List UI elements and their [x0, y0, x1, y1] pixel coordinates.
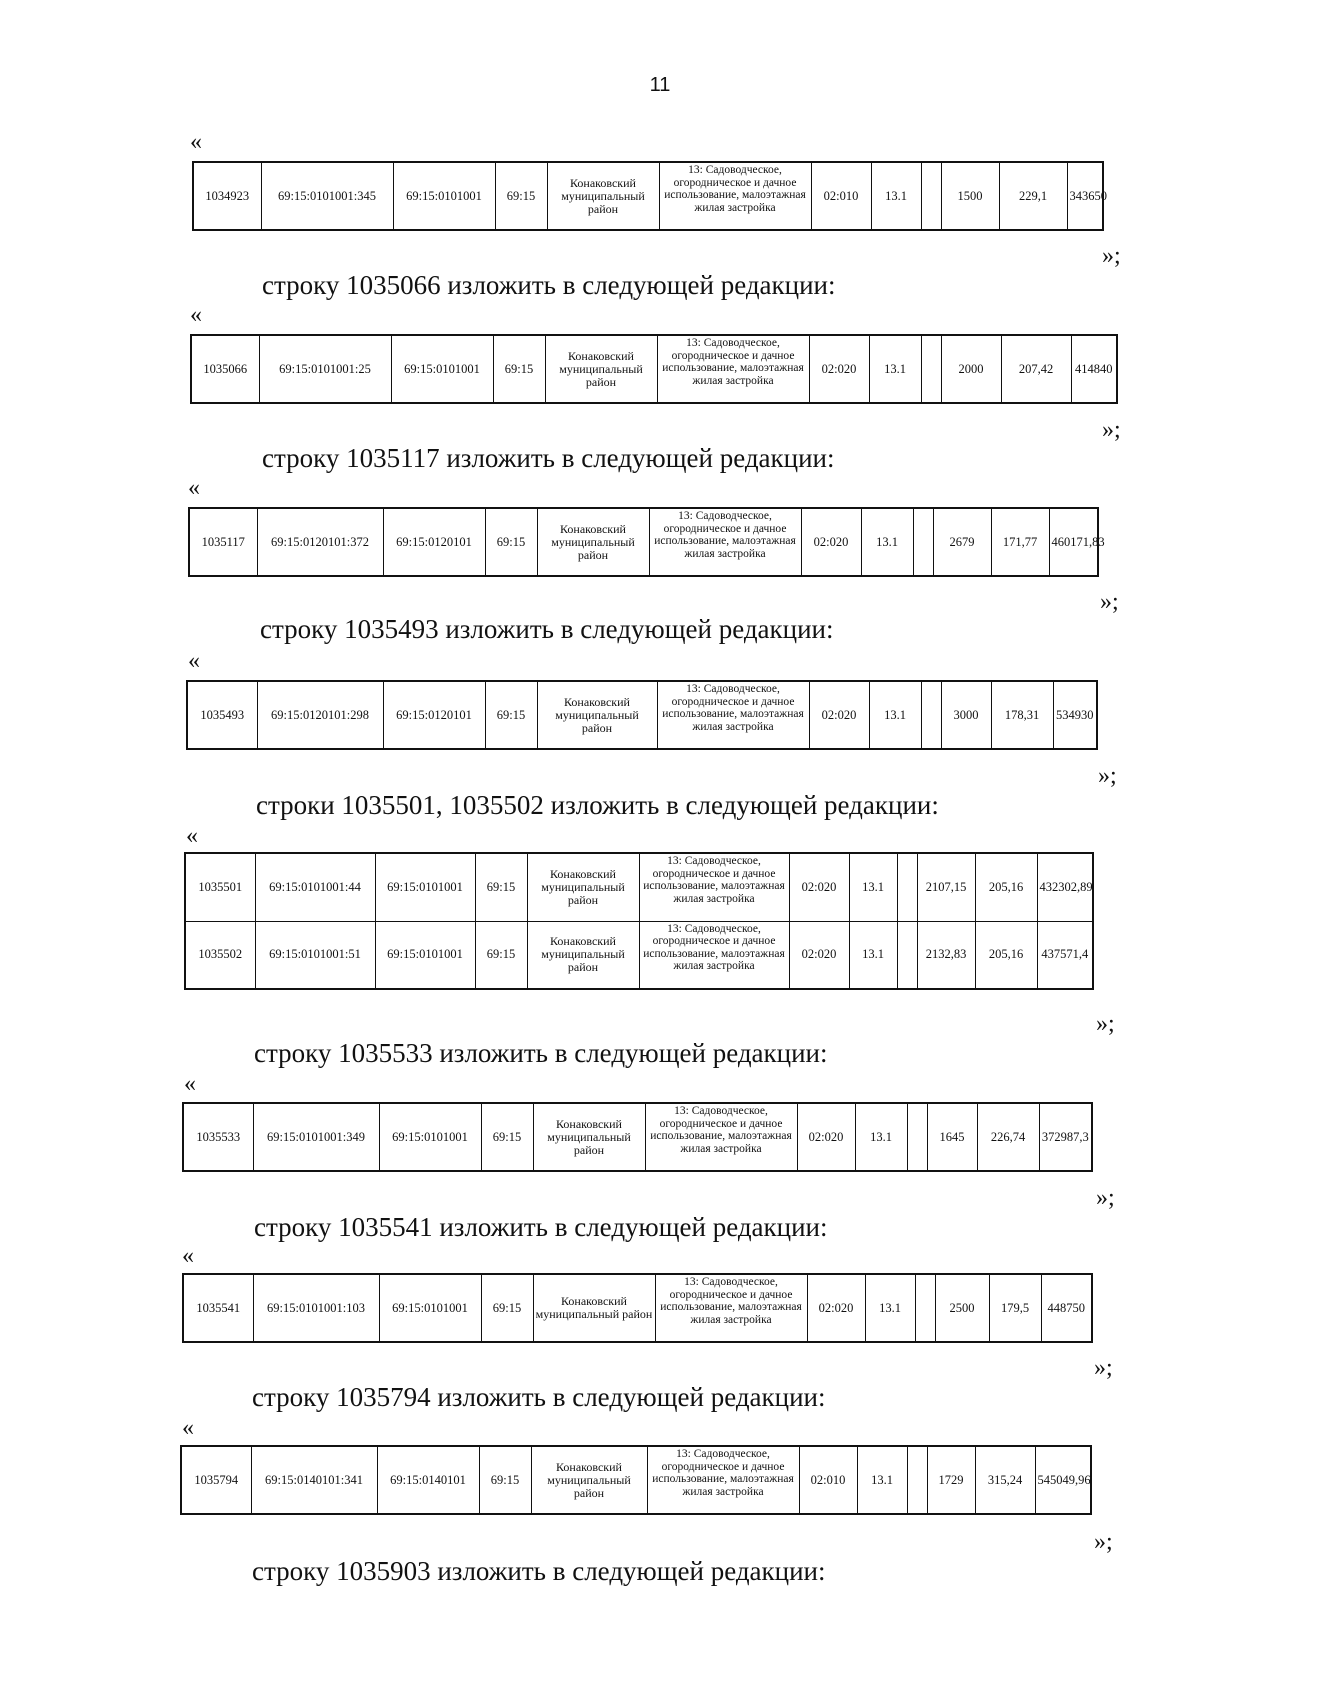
closing-quote: »;	[1100, 589, 1119, 615]
empty-cell	[915, 1274, 935, 1342]
empty-cell	[897, 853, 917, 921]
opening-quote: «	[182, 1243, 194, 1269]
opening-quote: «	[190, 302, 202, 328]
group-code-cell: 13.1	[855, 1103, 907, 1171]
cadastral-value-cell: 448750	[1041, 1274, 1092, 1342]
cadastral-value-cell: 432302,89	[1037, 853, 1093, 921]
area-cell: 2500	[935, 1274, 989, 1342]
empty-cell	[913, 508, 933, 576]
data-table	[192, 161, 1107, 231]
group-code-cell: 13.1	[849, 853, 897, 921]
district-name-cell: Конаковский муниципальный район	[533, 1274, 655, 1342]
cadastral-quarter-cell: 69:15:0120101	[383, 508, 485, 576]
specific-value-cell: 226,74	[977, 1103, 1039, 1171]
row-id-cell: 1035493	[187, 681, 257, 749]
row-id-cell: 1035794	[181, 1446, 251, 1514]
data-table	[182, 1273, 1093, 1343]
instruction-text: строку 1035493 изложить в следующей редакции:	[260, 614, 834, 644]
area-cell: 1645	[927, 1103, 977, 1171]
closing-quote: »;	[1094, 1355, 1113, 1381]
cadastral-quarter-cell: 69:15:0101001	[379, 1103, 481, 1171]
row-id-cell: 1035533	[183, 1103, 253, 1171]
data-table	[184, 852, 1094, 990]
group-code-cell: 13.1	[869, 335, 921, 403]
specific-value-cell: 205,16	[975, 853, 1037, 921]
value-code-cell: 02:020	[809, 335, 869, 403]
cadastral-value-cell: 437571,4	[1037, 921, 1093, 989]
value-code-cell: 02:010	[799, 1446, 857, 1514]
cadastral-number-cell: 69:15:0101001:345	[261, 162, 393, 230]
value-code-cell: 02:020	[809, 681, 869, 749]
row-id-cell: 1035117	[189, 508, 257, 576]
land-use-cell: 13: Садоводческое, огородническое и дачное использование, малоэтажная жилая застройка	[649, 508, 801, 576]
cadastral-value-cell: 545049,96	[1035, 1446, 1091, 1514]
land-use-cell: 13: Садоводческое, огородническое и дачное использование, малоэтажная жилая застройка	[639, 853, 789, 921]
cadastral-number-cell: 69:15:0120101:372	[257, 508, 383, 576]
cadastral-number-cell: 69:15:0101001:51	[255, 921, 375, 989]
group-code-cell: 13.1	[869, 681, 921, 749]
district-code-cell: 69:15	[495, 162, 547, 230]
area-cell: 2679	[933, 508, 991, 576]
area-cell: 2107,15	[917, 853, 975, 921]
opening-quote: «	[182, 1415, 194, 1441]
page-number: 11	[649, 74, 671, 96]
district-name-cell: Конаковский муниципальный район	[537, 508, 649, 576]
closing-quote: »;	[1096, 1011, 1115, 1037]
closing-quote: »;	[1098, 763, 1117, 789]
district-name-cell: Конаковский муниципальный район	[547, 162, 659, 230]
instruction-text: строку 1035903 изложить в следующей редакции:	[252, 1556, 826, 1586]
row-id-cell: 1035066	[191, 335, 259, 403]
district-name-cell: Конаковский муниципальный район	[531, 1446, 647, 1514]
land-use-cell: 13: Садоводческое, огородническое и дачное использование, малоэтажная жилая застройка	[647, 1446, 799, 1514]
group-code-cell: 13.1	[871, 162, 921, 230]
district-code-cell: 69:15	[475, 921, 527, 989]
cadastral-value-cell: 534930	[1053, 681, 1097, 749]
specific-value-cell: 179,5	[989, 1274, 1041, 1342]
value-code-cell: 02:020	[789, 921, 849, 989]
land-use-cell: 13: Садоводческое, огородническое и дачное использование, малоэтажная жилая застройка	[659, 162, 811, 230]
table-row	[187, 681, 1097, 749]
district-code-cell: 69:15	[481, 1103, 533, 1171]
specific-value-cell: 171,77	[991, 508, 1049, 576]
closing-quote: »;	[1094, 1529, 1113, 1555]
table-row	[185, 921, 1093, 989]
cadastral-value-cell: 460171,83	[1049, 508, 1098, 576]
district-name-cell: Конаковский муниципальный район	[537, 681, 657, 749]
table-row	[183, 1274, 1092, 1342]
district-code-cell: 69:15	[475, 853, 527, 921]
cadastral-number-cell: 69:15:0101001:25	[259, 335, 391, 403]
empty-cell	[921, 162, 941, 230]
district-name-cell: Конаковский муниципальный район	[527, 853, 639, 921]
land-use-cell: 13: Садоводческое, огородническое и дачное использование, малоэтажная жилая застройка	[645, 1103, 797, 1171]
area-cell: 2000	[941, 335, 1001, 403]
cadastral-number-cell: 69:15:0140101:341	[251, 1446, 377, 1514]
instruction-text: строку 1035794 изложить в следующей редакции:	[252, 1382, 826, 1412]
group-code-cell: 13.1	[849, 921, 897, 989]
instruction-text: строку 1035117 изложить в следующей редакции:	[262, 443, 835, 473]
value-code-cell: 02:020	[789, 853, 849, 921]
empty-cell	[907, 1446, 927, 1514]
district-code-cell: 69:15	[493, 335, 545, 403]
area-cell: 3000	[941, 681, 991, 749]
table-row	[191, 335, 1117, 403]
specific-value-cell: 207,42	[1001, 335, 1071, 403]
district-code-cell: 69:15	[485, 508, 537, 576]
land-use-cell: 13: Садоводческое, огородническое и дачное использование, малоэтажная жилая застройка	[655, 1274, 807, 1342]
cadastral-value-cell: 372987,3	[1039, 1103, 1092, 1171]
opening-quote: «	[186, 823, 198, 849]
opening-quote: «	[184, 1071, 196, 1097]
opening-quote: «	[188, 648, 200, 674]
data-table	[186, 680, 1098, 750]
cadastral-number-cell: 69:15:0101001:103	[253, 1274, 379, 1342]
district-code-cell: 69:15	[479, 1446, 531, 1514]
cadastral-number-cell: 69:15:0101001:349	[253, 1103, 379, 1171]
cadastral-quarter-cell: 69:15:0101001	[375, 853, 475, 921]
district-name-cell: Конаковский муниципальный район	[533, 1103, 645, 1171]
row-id-cell: 1035502	[185, 921, 255, 989]
instruction-text: строку 1035066 изложить в следующей редакции:	[262, 270, 836, 300]
empty-cell	[897, 921, 917, 989]
specific-value-cell: 315,24	[975, 1446, 1035, 1514]
value-code-cell: 02:020	[807, 1274, 865, 1342]
instruction-text: строку 1035533 изложить в следующей редакции:	[254, 1038, 828, 1068]
area-cell: 1729	[927, 1446, 975, 1514]
cadastral-quarter-cell: 69:15:0140101	[377, 1446, 479, 1514]
specific-value-cell: 178,31	[991, 681, 1053, 749]
group-code-cell: 13.1	[865, 1274, 915, 1342]
cadastral-quarter-cell: 69:15:0120101	[383, 681, 485, 749]
row-id-cell: 1035501	[185, 853, 255, 921]
table-row	[185, 853, 1093, 921]
cadastral-quarter-cell: 69:15:0101001	[393, 162, 495, 230]
table-row	[183, 1103, 1092, 1171]
data-table	[190, 334, 1118, 404]
area-cell: 1500	[941, 162, 999, 230]
data-table	[180, 1445, 1092, 1515]
cadastral-number-cell: 69:15:0101001:44	[255, 853, 375, 921]
table-row	[193, 162, 1103, 230]
closing-quote: »;	[1102, 417, 1121, 443]
cadastral-quarter-cell: 69:15:0101001	[379, 1274, 481, 1342]
instruction-text: строку 1035541 изложить в следующей редакции:	[254, 1212, 828, 1242]
table-row	[181, 1446, 1091, 1514]
empty-cell	[921, 681, 941, 749]
district-name-cell: Конаковский муниципальный район	[545, 335, 657, 403]
closing-quote: »;	[1102, 243, 1121, 269]
row-id-cell: 1035541	[183, 1274, 253, 1342]
cadastral-quarter-cell: 69:15:0101001	[375, 921, 475, 989]
specific-value-cell: 205,16	[975, 921, 1037, 989]
table-row	[189, 508, 1098, 576]
district-name-cell: Конаковский муниципальный район	[527, 921, 639, 989]
data-table	[182, 1102, 1093, 1172]
opening-quote: «	[190, 129, 202, 155]
empty-cell	[921, 335, 941, 403]
specific-value-cell: 229,1	[999, 162, 1067, 230]
land-use-cell: 13: Садоводческое, огородническое и дачное использование, малоэтажная жилая застройка	[657, 335, 809, 403]
area-cell: 2132,83	[917, 921, 975, 989]
cadastral-value-cell: 414840	[1071, 335, 1117, 403]
instruction-text: строки 1035501, 1035502 изложить в следующей редакции:	[256, 790, 939, 820]
value-code-cell: 02:020	[801, 508, 861, 576]
value-code-cell: 02:010	[811, 162, 871, 230]
cadastral-quarter-cell: 69:15:0101001	[391, 335, 493, 403]
value-code-cell: 02:020	[797, 1103, 855, 1171]
closing-quote: »;	[1096, 1185, 1115, 1211]
data-table	[188, 507, 1105, 577]
empty-cell	[907, 1103, 927, 1171]
group-code-cell: 13.1	[861, 508, 913, 576]
land-use-cell: 13: Садоводческое, огородническое и дачное использование, малоэтажная жилая застройка	[657, 681, 809, 749]
land-use-cell: 13: Садоводческое, огородническое и дачное использование, малоэтажная жилая застройка	[639, 921, 789, 989]
row-id-cell: 1034923	[193, 162, 261, 230]
cadastral-value-cell: 343650	[1067, 162, 1103, 230]
cadastral-number-cell: 69:15:0120101:298	[257, 681, 383, 749]
opening-quote: «	[188, 475, 200, 501]
group-code-cell: 13.1	[857, 1446, 907, 1514]
district-code-cell: 69:15	[485, 681, 537, 749]
district-code-cell: 69:15	[481, 1274, 533, 1342]
